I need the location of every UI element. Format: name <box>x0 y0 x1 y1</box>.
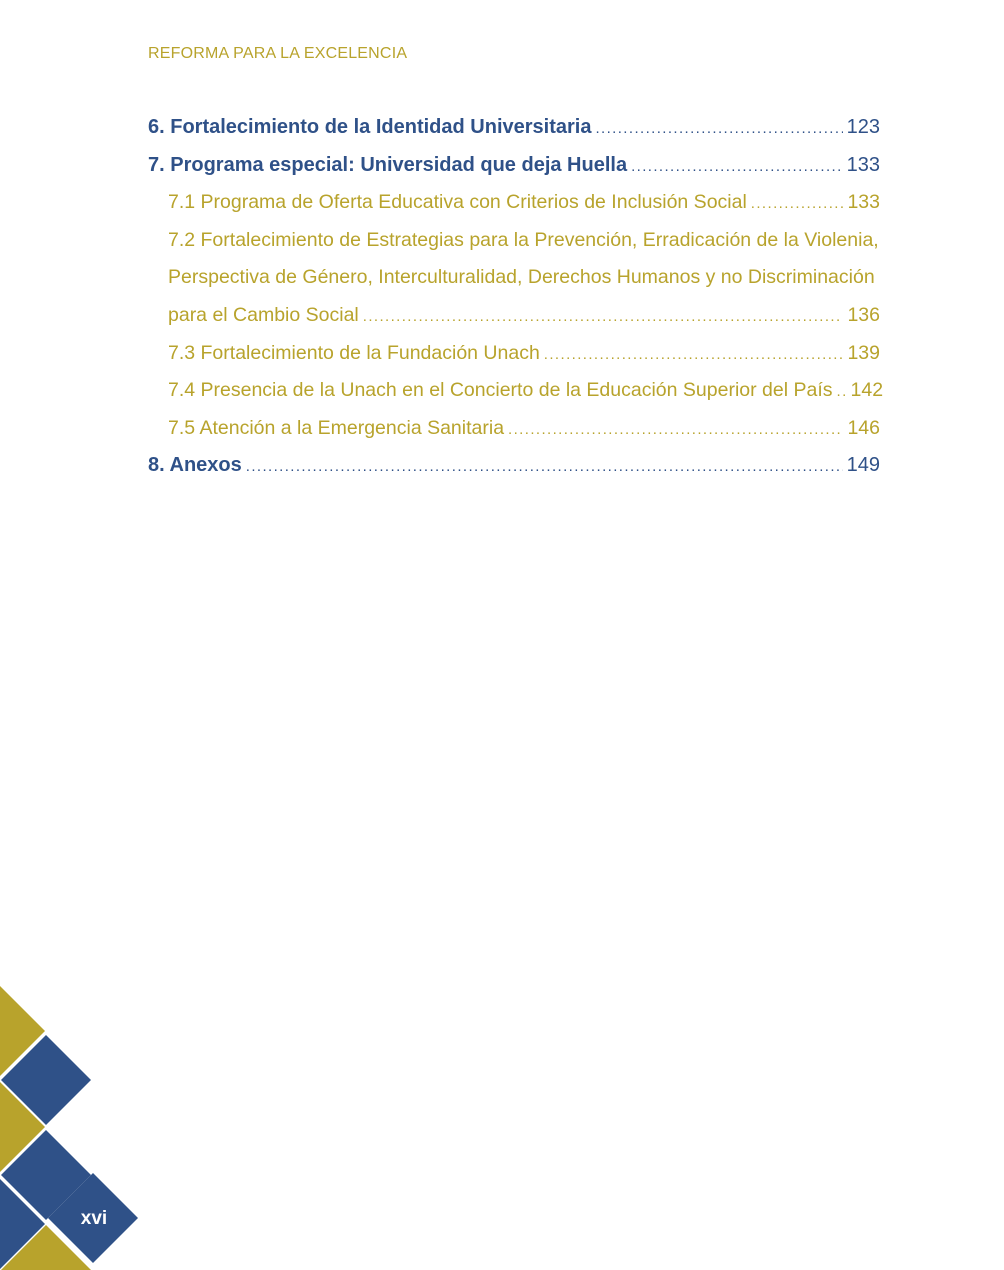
toc-entry-title: 7.4 Presencia de la Unach en el Concierto de la Educación Superior del País <box>168 379 833 402</box>
toc-entry-title-line: para el Cambio Social <box>168 303 359 326</box>
running-header: REFORMA PARA LA EXCELENCIA <box>148 45 408 62</box>
toc-entry-page: 133 <box>846 153 880 176</box>
toc-entry-title: 7. Programa especial: Universidad que deja Huella <box>148 153 628 176</box>
toc-entry-page: 136 <box>847 303 880 326</box>
toc-entry-page: 133 <box>847 191 880 214</box>
dot-leader <box>246 448 843 486</box>
toc-entry-8[interactable] <box>148 447 880 485</box>
toc-entry-7-3[interactable] <box>148 335 880 373</box>
toc-entry-7-4[interactable] <box>148 372 884 410</box>
toc-entry-page: 146 <box>847 416 880 439</box>
toc-entry-page: 139 <box>847 341 880 364</box>
toc-entry-title: 7.3 Fortalecimiento de la Fundación Unach <box>168 341 540 364</box>
dot-leader <box>631 148 843 186</box>
toc-entry-title-line: Perspectiva de Género, Interculturalidad, Derechos Humanos y no Discriminación <box>168 266 875 289</box>
dot-leader <box>363 298 844 336</box>
toc-entry-page: 142 <box>850 379 884 402</box>
toc-entry-7-2[interactable] <box>148 222 880 335</box>
toc-entry-last-line <box>168 297 880 335</box>
dot-leader <box>544 336 844 374</box>
dot-leader <box>837 373 847 411</box>
toc-entry-7[interactable] <box>148 147 880 185</box>
toc-entry-6[interactable] <box>148 109 880 147</box>
dot-leader <box>508 411 843 449</box>
toc-entry-page: 123 <box>846 116 880 138</box>
toc-entry-title: 8. Anexos <box>148 454 242 477</box>
toc-entry-title: 6. Fortalecimiento de la Identidad Universitaria <box>148 116 592 138</box>
toc-entry-title: 7.5 Atención a la Emergencia Sanitaria <box>168 416 505 439</box>
page-number: xvi <box>80 1208 108 1229</box>
toc-entry-title: 7.1 Programa de Oferta Educativa con Criterios de Inclusión Social <box>168 191 747 214</box>
table-of-contents <box>148 109 884 485</box>
dot-leader <box>751 185 844 223</box>
toc-entry-page: 149 <box>846 454 880 477</box>
toc-entry-7-1[interactable] <box>148 184 880 222</box>
toc-entry-title-line: 7.2 Fortalecimiento de Estrategias para la Prevención, Erradicación de la Violenia, <box>168 228 879 251</box>
toc-entry-7-5[interactable] <box>148 410 880 448</box>
dot-leader <box>595 110 842 148</box>
